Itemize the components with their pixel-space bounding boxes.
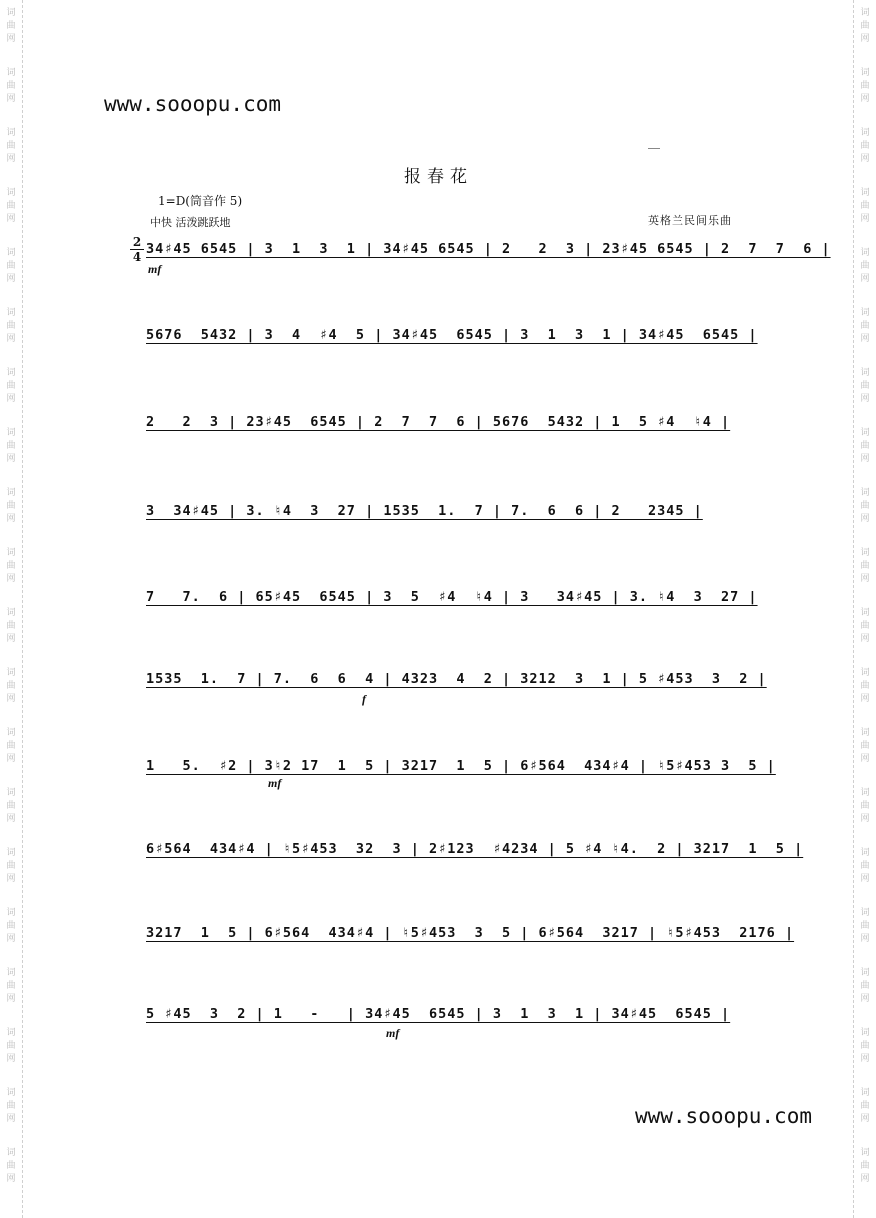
margin-watermark-char: 网 (860, 1174, 870, 1184)
margin-watermark-char: 曲 (6, 921, 16, 931)
margin-watermark-char: 网 (6, 94, 16, 104)
margin-watermark-char: 词 (6, 8, 16, 18)
margin-watermark-char: 曲 (6, 321, 16, 331)
score-line-8: 6♯564 434♯4 | ♮5♯453 32 3 | 2♯123 ♯4234 | 5 ♯4 ♮4. 2 | 3217 1 5 | (146, 841, 804, 857)
margin-watermark-char: 词 (860, 248, 870, 258)
page-title: 报春花 (404, 167, 473, 187)
score-line-9: 3217 1 5 | 6♯564 434♯4 | ♮5♯453 3 5 | 6♯564 3217 | ♮5♯453 2176 | (146, 925, 795, 941)
margin-watermark-char: 曲 (860, 201, 870, 211)
margin-watermark-char: 词 (860, 428, 870, 438)
margin-watermark-char: 曲 (6, 561, 16, 571)
margin-watermark-char: 曲 (860, 981, 870, 991)
margin-watermark-char: 网 (860, 214, 870, 224)
divider-mark (648, 148, 660, 149)
margin-watermark-char: 词 (860, 788, 870, 798)
margin-watermark-char: 词 (6, 968, 16, 978)
time-signature-top: 2 (132, 235, 142, 249)
margin-watermark-char: 曲 (6, 681, 16, 691)
margin-watermark-char: 词 (6, 188, 16, 198)
margin-watermark-char: 网 (860, 1054, 870, 1064)
margin-watermark-char: 网 (860, 754, 870, 764)
margin-watermark-char: 曲 (860, 381, 870, 391)
margin-watermark-char: 曲 (6, 861, 16, 871)
margin-watermark-char: 网 (6, 994, 16, 1004)
margin-watermark-char: 词 (860, 968, 870, 978)
margin-watermark-char: 词 (860, 368, 870, 378)
margin-watermark-char: 词 (860, 128, 870, 138)
margin-watermark-char: 网 (860, 934, 870, 944)
time-signature-bottom: 4 (132, 250, 142, 264)
score-line-10: 5 ♯45 3 2 | 1 - | 34♯45 6545 | 3 1 3 1 | 34♯45 6545 | (146, 1006, 731, 1022)
margin-watermark-char: 词 (6, 368, 16, 378)
margin-watermark-char: 曲 (6, 981, 16, 991)
margin-watermark-char: 网 (6, 274, 16, 284)
margin-watermark-char: 词 (860, 1148, 870, 1158)
margin-watermark-char: 词 (6, 428, 16, 438)
margin-watermark-char: 词 (860, 608, 870, 618)
margin-watermark-char: 网 (860, 154, 870, 164)
margin-watermark-char: 曲 (6, 1161, 16, 1171)
margin-watermark-char: 词 (860, 8, 870, 18)
margin-watermark-char: 网 (6, 814, 16, 824)
margin-watermark-char: 网 (6, 634, 16, 644)
margin-watermark-char: 曲 (860, 141, 870, 151)
margin-watermark-char: 网 (860, 874, 870, 884)
margin-watermark-char: 词 (6, 908, 16, 918)
margin-watermark-char: 词 (860, 668, 870, 678)
margin-watermark-char: 词 (860, 848, 870, 858)
margin-watermark-char: 网 (6, 454, 16, 464)
margin-watermark-char: 网 (860, 514, 870, 524)
margin-watermark-char: 曲 (860, 1161, 870, 1171)
dynamic-mark: mf (148, 262, 162, 276)
margin-watermark-char: 曲 (860, 321, 870, 331)
margin-watermark-char: 网 (6, 214, 16, 224)
margin-watermark-char: 词 (6, 308, 16, 318)
score-line-7: 1 5. ♯2 | 3♮2 17 1 5 | 3217 1 5 | 6♯564 434♯4 | ♮5♯453 3 5 | (146, 758, 776, 774)
margin-watermark-char: 网 (860, 814, 870, 824)
margin-watermark-char: 曲 (6, 621, 16, 631)
right-margin-watermark (853, 0, 876, 1218)
margin-watermark-char: 网 (860, 994, 870, 1004)
margin-watermark-char: 词 (6, 848, 16, 858)
margin-watermark-char: 网 (860, 574, 870, 584)
margin-watermark-char: 词 (860, 68, 870, 78)
margin-watermark-char: 网 (6, 1054, 16, 1064)
score-line-1: 34♯45 6545 | 3 1 3 1 | 34♯45 6545 | 2 2 3 | 23♯45 6545 | 2 7 7 6 | (146, 241, 831, 257)
score-line-2: 5676 5432 | 3 4 ♯4 5 | 34♯45 6545 | 3 1 3 1 | 34♯45 6545 | (146, 327, 758, 343)
score-line-6: 1535 1. 7 | 7. 6 6 4 | 4323 4 2 | 3212 3 1 | 5 ♯453 3 2 | (146, 671, 767, 687)
composer-origin: 英格兰民间乐曲 (648, 214, 732, 227)
margin-watermark-char: 曲 (860, 1101, 870, 1111)
margin-watermark-char: 词 (6, 128, 16, 138)
margin-watermark-char: 网 (860, 1114, 870, 1124)
margin-watermark-char: 网 (860, 34, 870, 44)
dynamic-mark: mf (386, 1026, 400, 1040)
margin-watermark-char: 网 (860, 394, 870, 404)
dynamic-mark: mf (268, 776, 282, 790)
dynamic-mark: f (362, 692, 366, 706)
margin-watermark-char: 词 (6, 1088, 16, 1098)
margin-watermark-char: 曲 (860, 741, 870, 751)
score-line-5: 7 7. 6 | 65♯45 6545 | 3 5 ♯4 ♮4 | 3 34♯45 | 3. ♮4 3 27 | (146, 589, 758, 605)
margin-watermark-char: 网 (860, 694, 870, 704)
margin-watermark-char: 曲 (860, 861, 870, 871)
margin-watermark-char: 曲 (6, 441, 16, 451)
margin-watermark-char: 曲 (860, 21, 870, 31)
margin-watermark-char: 网 (6, 154, 16, 164)
margin-watermark-char: 曲 (860, 501, 870, 511)
margin-watermark-char: 曲 (860, 921, 870, 931)
margin-watermark-char: 曲 (860, 801, 870, 811)
margin-watermark-char: 网 (6, 34, 16, 44)
margin-watermark-char: 曲 (6, 801, 16, 811)
margin-watermark-char: 词 (860, 488, 870, 498)
margin-watermark-char: 曲 (6, 741, 16, 751)
margin-watermark-char: 网 (6, 694, 16, 704)
key-signature: 1=D(筒音作 5) (158, 194, 243, 208)
margin-watermark-char: 曲 (6, 381, 16, 391)
margin-watermark-char: 词 (860, 1088, 870, 1098)
margin-watermark-char: 词 (6, 248, 16, 258)
margin-watermark-char: 词 (860, 728, 870, 738)
margin-watermark-char: 曲 (860, 81, 870, 91)
margin-watermark-char: 网 (6, 754, 16, 764)
margin-watermark-char: 词 (6, 728, 16, 738)
margin-watermark-char: 曲 (860, 261, 870, 271)
margin-watermark-char: 曲 (860, 681, 870, 691)
margin-watermark-char: 网 (860, 334, 870, 344)
margin-watermark-char: 词 (6, 788, 16, 798)
margin-watermark-char: 词 (6, 68, 16, 78)
margin-watermark-char: 曲 (6, 261, 16, 271)
margin-watermark-char: 词 (6, 608, 16, 618)
margin-watermark-char: 曲 (6, 21, 16, 31)
margin-watermark-char: 曲 (860, 621, 870, 631)
margin-watermark-char: 网 (6, 394, 16, 404)
margin-watermark-char: 曲 (6, 1101, 16, 1111)
margin-watermark-char: 网 (860, 454, 870, 464)
margin-watermark-char: 曲 (860, 441, 870, 451)
margin-watermark-char: 网 (860, 94, 870, 104)
watermark-top[interactable]: www.sooopu.com (104, 92, 282, 116)
margin-watermark-char: 曲 (6, 81, 16, 91)
margin-watermark-char: 网 (860, 634, 870, 644)
watermark-bottom[interactable]: www.sooopu.com (634, 1104, 812, 1128)
score-line-3: 2 2 3 | 23♯45 6545 | 2 7 7 6 | 5676 5432 | 1 5 ♯4 ♮4 | (146, 414, 731, 430)
margin-watermark-char: 曲 (860, 1041, 870, 1051)
margin-watermark-char: 词 (6, 488, 16, 498)
tempo-marking: 中快 活泼跳跃地 (150, 216, 231, 229)
margin-watermark-char: 词 (6, 1028, 16, 1038)
margin-watermark-char: 曲 (6, 501, 16, 511)
margin-watermark-char: 词 (860, 1028, 870, 1038)
left-margin-watermark (0, 0, 23, 1218)
margin-watermark-char: 网 (6, 334, 16, 344)
margin-watermark-char: 曲 (6, 1041, 16, 1051)
margin-watermark-char: 词 (860, 908, 870, 918)
time-signature (130, 236, 144, 263)
margin-watermark-char: 词 (860, 308, 870, 318)
margin-watermark-char: 曲 (860, 561, 870, 571)
margin-watermark-char: 网 (860, 274, 870, 284)
margin-watermark-char: 网 (6, 1174, 16, 1184)
margin-watermark-char: 曲 (6, 141, 16, 151)
margin-watermark-char: 词 (860, 548, 870, 558)
margin-watermark-char: 词 (6, 548, 16, 558)
margin-watermark-char: 曲 (6, 201, 16, 211)
margin-watermark-char: 词 (6, 1148, 16, 1158)
margin-watermark-char: 词 (860, 188, 870, 198)
margin-watermark-char: 网 (6, 514, 16, 524)
margin-watermark-char: 网 (6, 574, 16, 584)
margin-watermark-char: 网 (6, 1114, 16, 1124)
margin-watermark-char: 网 (6, 874, 16, 884)
margin-watermark-char: 词 (6, 668, 16, 678)
score-line-4: 3 34♯45 | 3. ♮4 3 27 | 1535 1. 7 | 7. 6 6 | 2 2345 | (146, 503, 703, 519)
margin-watermark-char: 网 (6, 934, 16, 944)
